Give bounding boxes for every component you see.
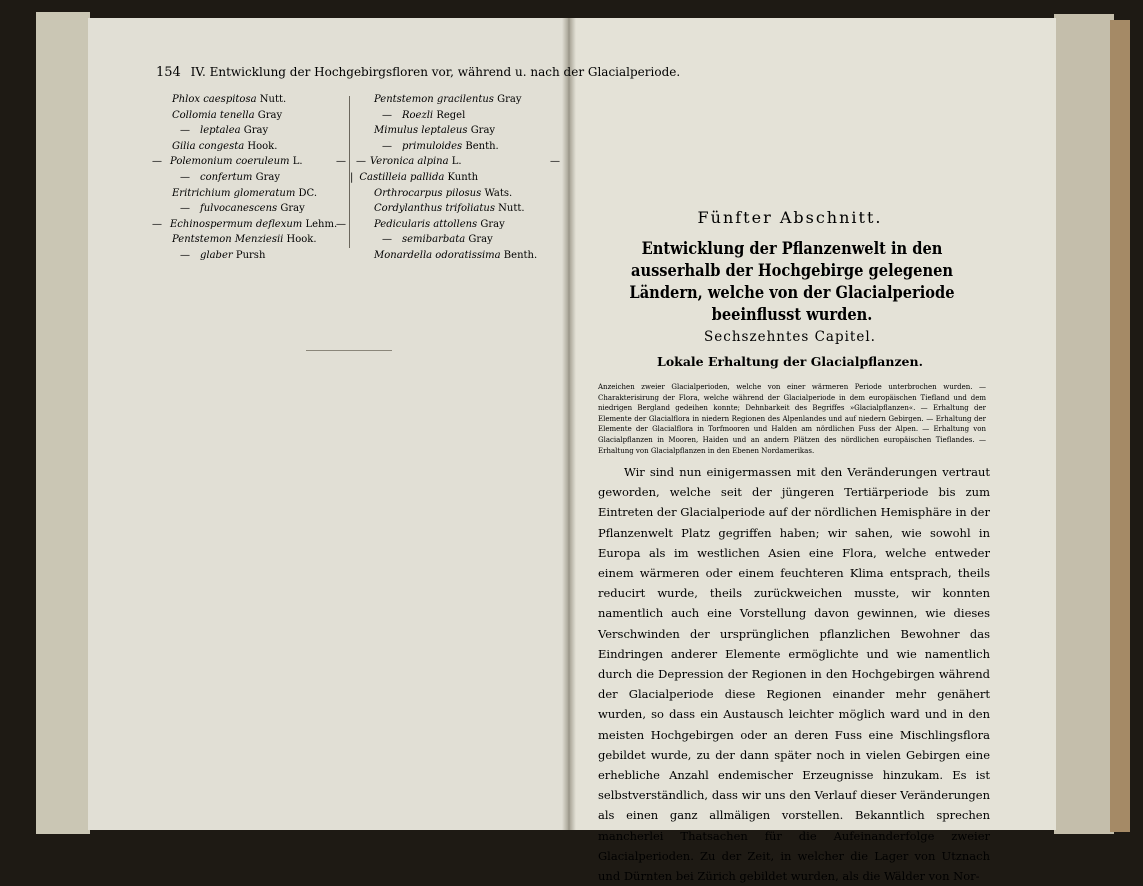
species-entry: [360, 92, 560, 108]
species-list-right: [350, 92, 560, 264]
species-name: Orthrocarpus pilosus: [374, 187, 482, 199]
species-entry: [152, 217, 346, 233]
species-entry: [158, 139, 348, 155]
species-author: Nutt.: [498, 203, 525, 215]
chapter-label: Sechszehntes Capitel.: [704, 329, 876, 345]
species-author: Gray: [470, 125, 496, 137]
species-entry: [158, 186, 348, 202]
chapter-summary: Anzeichen zweier Glacialperioden, welche von einer wärmeren Periode unterbrochen wurden. — Charakterisirung der Flora, welche während der Glacialperiode in dem europäischen Tiefland und dem niedrigen Bergland gedeihen konnte; Dehnbarkeit des Begriffes »Glacialpflanzen«. — Erhaltung der Elemente der Glacialflora in niedern Regionen des Alpenlandes und auf niedern Gebirgen. — Erhaltung der Elemente der Glacialflora in Torfmooren und Halden am nördlichen Fuss der Alpen. — Erhaltung von Glacialpflanzen in Mooren, Haiden und an andern Plätzen des nördlichen europäischen Tieflandes. — Erhaltung von Glacialpflanzen in den Ebenen Nordamerikas.: [598, 383, 986, 455]
species-name: primuloides: [402, 140, 463, 152]
species-author: Gray: [468, 234, 493, 246]
species-name: Cordylanthus trifoliatus: [374, 203, 495, 215]
species-entry: [360, 123, 560, 139]
species-author: Gray: [480, 218, 505, 230]
species-author: Gray: [257, 109, 283, 121]
species-entry: [158, 92, 348, 108]
book-gutter: [562, 18, 576, 830]
species-name: Pedicularis attollens: [374, 218, 478, 230]
species-entry: [360, 108, 560, 124]
chapter-title: Lokale Erhaltung der Glacialpflanzen.: [657, 354, 923, 369]
species-entry: [360, 248, 560, 264]
species-name: Mimulus leptaleus: [374, 125, 468, 137]
species-author: Gray: [243, 125, 269, 137]
species-name: Phlox caespitosa: [172, 94, 257, 105]
species-author: DC.: [298, 187, 318, 199]
section-title: Entwicklung der Pflanzenwelt in den ausserhalb der Hochgebirge gelegenen Ländern, welche von der Glacialperiode beeinflusst wurden.: [629, 239, 955, 325]
species-entry: [360, 232, 560, 248]
species-author: L.: [451, 156, 462, 168]
species-author: Hook.: [247, 140, 278, 152]
species-entry: [158, 170, 348, 186]
species-name: Eritrichium glomeratum: [172, 187, 296, 199]
species-name: Veronica alpina: [370, 156, 449, 168]
species-author: L.: [292, 156, 303, 168]
species-name: leptalea: [200, 125, 241, 137]
entry-prefix: —: [356, 156, 366, 168]
species-author: Benth.: [465, 140, 499, 152]
species-entry: [158, 201, 348, 217]
species-entry: [158, 232, 348, 248]
species-author: Pursh: [235, 249, 266, 261]
species-entry: [158, 123, 348, 139]
species-name: Collomia tenella: [172, 109, 255, 121]
species-name: Monardella odoratissima: [374, 249, 501, 261]
species-entry: [360, 139, 560, 155]
species-author: Gray: [280, 203, 305, 215]
species-entry: [356, 154, 560, 170]
species-author: Wats.: [484, 187, 513, 199]
species-entry: [360, 201, 560, 217]
book-cover-edge: [1110, 20, 1130, 832]
section-label: Fünfter Abschnitt.: [697, 208, 883, 227]
species-name: Echinospermum deflexum: [170, 218, 303, 230]
entry-suffix: —: [336, 156, 346, 168]
species-name: glaber: [200, 249, 233, 261]
entry-prefix: —: [180, 203, 190, 215]
species-name: Castilleia pallida: [359, 171, 445, 183]
entry-suffix: —: [336, 218, 346, 230]
species-author: Gray: [497, 94, 522, 105]
species-entry: [158, 108, 348, 124]
species-author: Benth.: [503, 249, 538, 261]
entry-prefix: —: [180, 125, 190, 137]
species-entry: [158, 248, 348, 264]
species-name: semibarbata: [402, 234, 466, 246]
species-entry: [350, 170, 560, 186]
entry-suffix: —: [550, 156, 560, 168]
species-author: Gray: [255, 171, 280, 183]
species-name: confertum: [200, 171, 253, 183]
entry-prefix: —: [180, 171, 190, 183]
species-entry: [360, 217, 560, 233]
body-paragraph: Wir sind nun einigermassen mit den Veränderungen vertraut geworden, welche seit der jüngeren Tertiärperiode bis zum Eintreten der Glacialperiode auf der nördlichen Hemisphäre in der Pflanzenwelt Platz gegriffen haben; wir sahen, wie sowohl in Europa als im westlichen Asien eine Flora, welche entweder einem wärmeren oder einem feuchteren Klima entsprach, theils reducirt wurde, theils zurückweichen musste, wir konnten namentlich auch eine Vorstellung davon gewinnen, wie dieses Verschwinden der ursprünglichen pflanzlichen Bewohner das Eindringen anderer Elemente ermöglichte und wie namentlich durch die Depression der Regionen in den Hochgebirgen während der Glacialperiode diese Regionen einander mehr genähert wurden, so dass ein Austausch leichter möglich ward und in den meisten Hochgebirgen oder an deren Fuss eine Mischlingsflora gebildet wurde, zu der dann später noch in vielen Gebirgen eine erhebliche Anzahl endemischer Erzeugnisse hinzukam. Es ist selbstverständlich, dass wir uns den Verlauf dieser Veränderungen als einen ganz allmäligen vorstellen. Bekanntlich sprechen mancherlei Thatsachen für die Aufeinanderfolge zweier Glacialperioden. Zu der Zeit, in welcher die Lager von Utznach und Dürnten bei Zürich gebildet wurden, als die Wälder von Nor-: [598, 465, 990, 884]
entry-prefix: —: [382, 234, 392, 246]
species-author: Nutt.: [259, 94, 287, 105]
page-number: 154: [156, 65, 181, 80]
species-name: Polemonium coeruleum: [170, 156, 290, 168]
species-name: Roezli: [402, 109, 434, 121]
entry-prefix: —: [382, 140, 392, 152]
end-rule: [306, 350, 392, 351]
species-name: Pentstemon Menziesii: [172, 234, 284, 246]
species-name: Pentstemon gracilentus: [374, 94, 494, 105]
species-entry: [360, 186, 560, 202]
species-author: Lehm.: [305, 218, 338, 230]
entry-prefix: —: [382, 109, 392, 121]
entry-prefix: —: [152, 218, 162, 230]
species-name: Gilia congesta: [172, 140, 245, 152]
species-entry: [152, 154, 346, 170]
running-head-text: IV. Entwicklung der Hochgebirgsfloren vor, während u. nach der Glacialperiode.: [190, 65, 681, 79]
species-author: Hook.: [286, 234, 317, 246]
entry-prefix: —: [152, 156, 162, 168]
page-edges-right: [1054, 14, 1114, 834]
running-head: [156, 65, 680, 80]
species-author: Regel: [436, 109, 466, 121]
entry-prefix: |: [350, 171, 354, 183]
species-name: fulvocanescens: [200, 203, 278, 215]
entry-prefix: —: [180, 249, 190, 261]
species-list-left: [152, 92, 348, 264]
page-edges-left: [36, 12, 90, 834]
species-author: Kunth: [447, 171, 479, 183]
